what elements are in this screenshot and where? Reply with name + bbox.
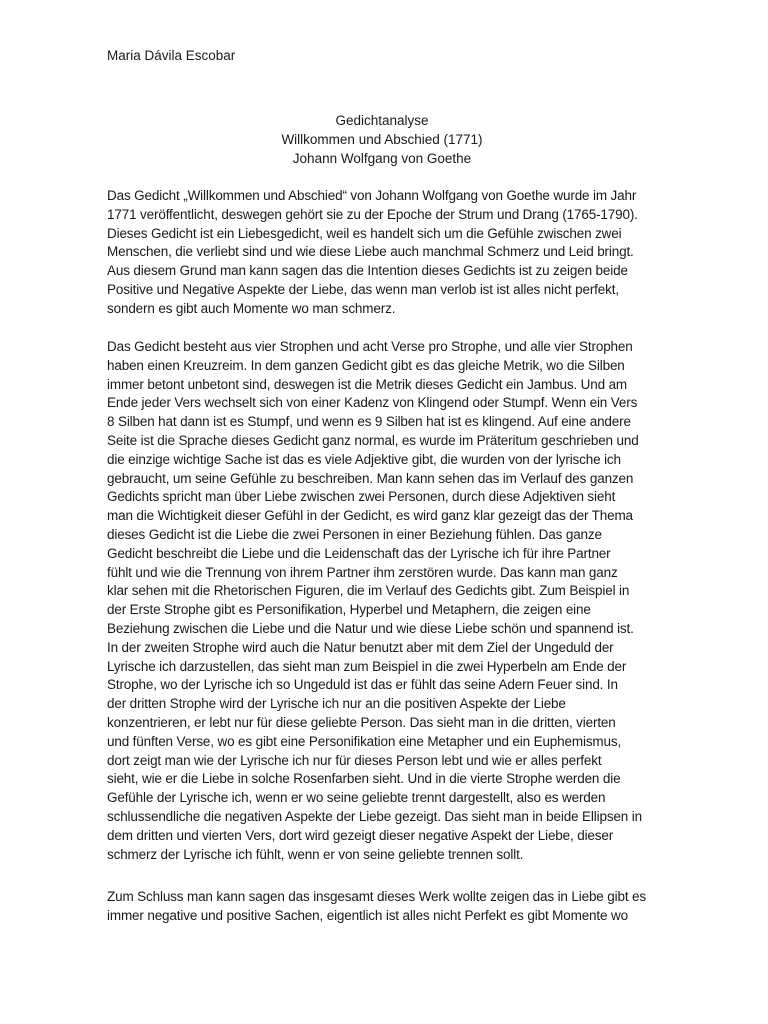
text-line: Gefühle der Lyrische ich, wenn er wo seine geliebte trennt dargestellt, also es werden xyxy=(107,790,606,806)
text-line: man die Wichtigkeit dieser Gefühl in der Gedicht, es wird ganz klar gezeigt das der Thema xyxy=(107,508,633,524)
text-line: Lyrische ich darzustellen, das sieht man zum Beispiel in die zwei Hyperbeln am Ende der xyxy=(107,658,627,674)
text-line: 1771 veröffentlicht, deswegen gehört sie zu der Epoche der Strum und Drang (1765-1790). xyxy=(107,206,638,222)
text-line: fühlt und wie die Trennung von ihrem Partner ihm zerstören wurde. Das kann man ganz xyxy=(107,564,618,580)
text-line: Dieses Gedicht ist ein Liebesgedicht, weil es handelt sich um die Gefühle zwischen zwei xyxy=(107,225,622,241)
text-line: In der zweiten Strophe wird auch die Natur benutzt aber mit dem Ziel der Ungeduld der xyxy=(107,639,614,655)
text-line: Zum Schluss man kann sagen das insgesamt dieses Werk wollte zeigen das in Liebe gibt es xyxy=(107,889,646,904)
document-heading xyxy=(107,112,657,168)
text-line: Positive und Negative Aspekte der Liebe, das wenn man verlob ist ist alles nicht perfekt, xyxy=(107,281,619,297)
text-line: Das Gedicht „Willkommen und Abschied“ von Johann Wolfgang von Goethe wurde im Jahr xyxy=(107,188,637,203)
text-line: Strophe, wo der Lyrische ich so Ungeduld ist das er fühlt das seine Adern Feuer sind. In xyxy=(107,677,618,693)
text-line: Ende jeder Vers wechselt sich von einer Kadenz von Klingend oder Stumpf. Wenn ein Vers xyxy=(107,395,638,411)
heading-line-title: Gedichtanalyse xyxy=(335,113,429,128)
text-line: Aus diesem Grund man kann sagen das die Intention dieses Gedichts ist zu zeigen beide xyxy=(107,263,628,279)
heading-line-poem: Willkommen und Abschied (1771) xyxy=(281,131,483,147)
text-line: haben einen Kreuzreim. In dem ganzen Gedicht gibt es das gleiche Metrik, wo die Silben xyxy=(107,357,625,373)
text-line: schlussendliche die negativen Aspekte der Liebe gezeigt. Das sieht man in beide Ellipsen in xyxy=(107,808,642,824)
paragraph-conclusion xyxy=(107,888,667,926)
text-line: Gedichts spricht man über Liebe zwischen zwei Personen, durch diese Adjektiven sieht xyxy=(107,489,616,505)
text-line: die einzige wichtige Sache ist das es viele Adjektive gibt, die wurden von der lyrische ich xyxy=(107,451,621,467)
paragraph-introduction xyxy=(107,187,667,319)
text-line: Gedicht beschreibt die Liebe und die Leidenschaft das der Lyrische ich für ihre Partner xyxy=(107,545,611,561)
text-line: Beziehung zwischen die Liebe und die Natur und wie diese Liebe schön und spannend ist. xyxy=(107,620,634,636)
text-line: sondern es gibt auch Momente wo man schmerz. xyxy=(107,300,396,316)
text-line: dem dritten und vierten Vers, dort wird gezeigt dieser negative Aspekt der Liebe, dieser xyxy=(107,827,614,843)
text-line: dieses Gedicht ist die Liebe die zwei Personen in einer Beziehung fühlen. Das ganze xyxy=(107,526,602,542)
paragraph-analysis xyxy=(107,338,667,864)
text-line: Das Gedicht besteht aus vier Strophen und acht Verse pro Strophe, und alle vier Strophen xyxy=(107,339,633,354)
text-line: Seite ist die Sprache dieses Gedicht ganz normal, es wurde im Präteritum geschrieben und xyxy=(107,432,639,448)
author-name: Maria Dávila Escobar xyxy=(107,48,236,63)
text-line: und fünften Verse, wo es gibt eine Personifikation eine Metapher und ein Euphemismus, xyxy=(107,733,622,749)
text-line: schmerz der Lyrische ich fühlt, wenn er von seine geliebte trennen sollt. xyxy=(107,846,524,862)
text-line: immer negative und positive Sachen, eigentlich ist alles nicht Perfekt es gibt Momente wo xyxy=(107,907,628,923)
text-line: klar sehen mit die Rhetorischen Figuren, die im Verlauf des Gedichts gibt. Zum Beispiel in xyxy=(107,583,630,599)
heading-line-poet: Johann Wolfgang von Goethe xyxy=(292,150,472,166)
text-line: 8 Silben hat dann ist es Stumpf, und wenn es 9 Silben hat ist es klingend. Auf eine andere xyxy=(107,414,631,430)
text-line: Menschen, die verliebt sind und wie diese Liebe auch manchmal Schmerz und Leid bringt. xyxy=(107,244,634,260)
text-line: dort zeigt man wie der Lyrische ich nur für dieses Person lebt und wie er alles perfekt xyxy=(107,752,602,768)
text-line: konzentrieren, er lebt nur für diese geliebte Person. Das sieht man in die dritten, vierten xyxy=(107,714,616,730)
text-line: gebraucht, um seine Gefühle zu beschreiben. Man kann sehen das im Verlauf des ganzen xyxy=(107,470,634,486)
text-line: immer betont unbetont sind, deswegen ist die Metrik dieses Gedicht ein Jambus. Und am xyxy=(107,376,628,392)
text-line: der dritten Strophe wird der Lyrische ich nur an die positiven Aspekte der Liebe xyxy=(107,696,566,712)
text-line: sieht, wie er die Liebe in solche Rosenfarben sieht. Und in die vierte Strophe werden die xyxy=(107,771,621,787)
text-line: der Erste Strophe gibt es Personifikation, Hyperbel und Metaphern, die zeigen eine xyxy=(107,602,591,618)
